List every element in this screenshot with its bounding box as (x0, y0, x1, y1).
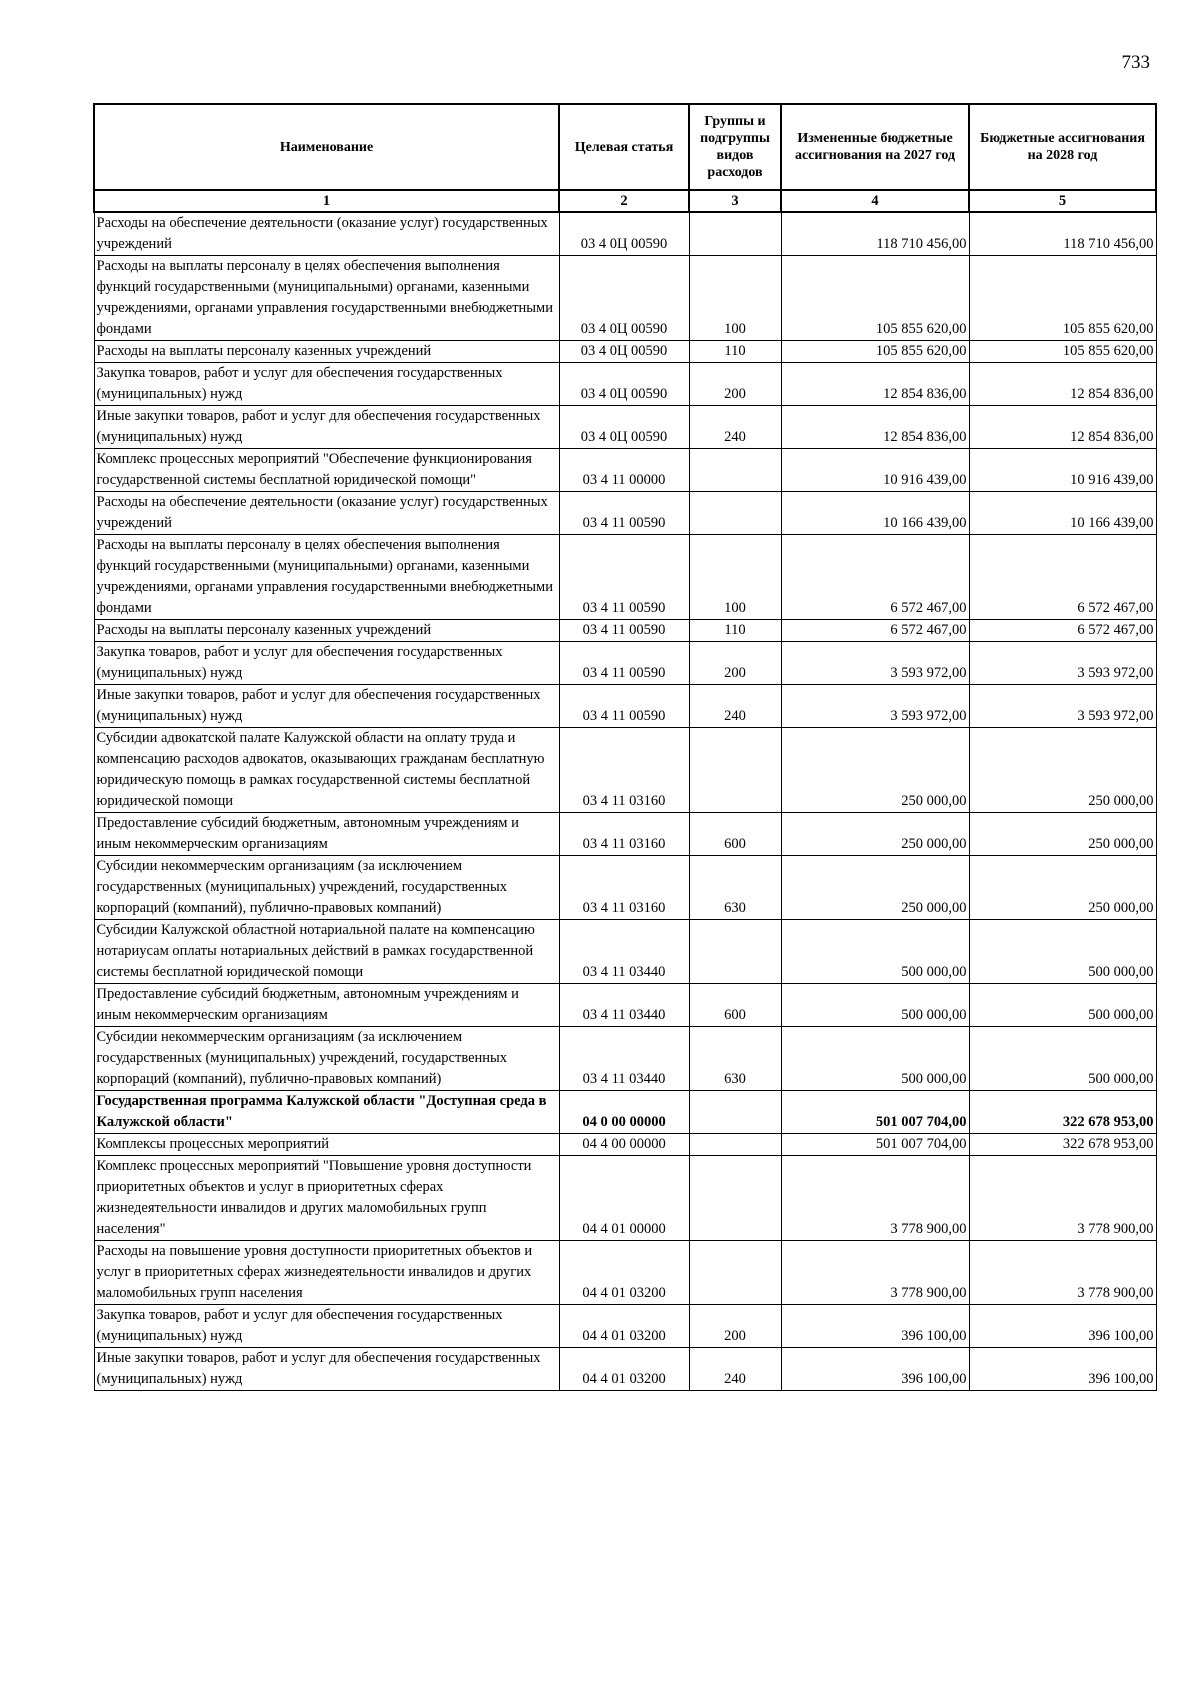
row-name: Комплекс процессных мероприятий "Повышение уровня доступности приоритетных объектов и услуг в приоритетных сферах жизнедеятельности инвалидов и других маломобильных групп населения" (94, 1156, 559, 1241)
row-amount-2028: 118 710 456,00 (969, 212, 1156, 256)
row-amount-2027: 250 000,00 (781, 813, 969, 856)
row-expense-group (689, 1156, 781, 1241)
table-row (94, 535, 1156, 620)
row-name: Расходы на выплаты персоналу казенных учреждений (94, 341, 559, 363)
row-target-code: 03 4 11 03160 (559, 728, 689, 813)
table-row (94, 1348, 1156, 1391)
row-name: Расходы на выплаты персоналу казенных учреждений (94, 620, 559, 642)
row-target-code: 03 4 11 00590 (559, 642, 689, 685)
row-expense-group: 600 (689, 984, 781, 1027)
row-amount-2027: 501 007 704,00 (781, 1091, 969, 1134)
table-row (94, 642, 1156, 685)
table-row (94, 984, 1156, 1027)
row-amount-2028: 105 855 620,00 (969, 256, 1156, 341)
header-amount-2028: Бюджетные ассигнования на 2028 год (969, 104, 1156, 190)
row-amount-2028: 500 000,00 (969, 1027, 1156, 1091)
row-name: Закупка товаров, работ и услуг для обеспечения государственных (муниципальных) нужд (94, 642, 559, 685)
column-number: 3 (689, 190, 781, 212)
table-row (94, 1241, 1156, 1305)
row-target-code: 04 4 01 00000 (559, 1156, 689, 1241)
table-row (94, 406, 1156, 449)
header-name: Наименование (94, 104, 559, 190)
row-name: Расходы на выплаты персоналу в целях обеспечения выполнения функций государственными (муниципальными) органами, казенными учреждениями, органами управления государственными внебюджетными фондами (94, 535, 559, 620)
table-row (94, 256, 1156, 341)
row-target-code: 03 4 11 00590 (559, 620, 689, 642)
row-expense-group: 110 (689, 341, 781, 363)
table-row (94, 492, 1156, 535)
row-name: Государственная программа Калужской области "Доступная среда в Калужской области" (94, 1091, 559, 1134)
row-expense-group: 200 (689, 642, 781, 685)
row-name: Расходы на повышение уровня доступности приоритетных объектов и услуг в приоритетных сферах жизнедеятельности инвалидов и других маломобильных групп населения (94, 1241, 559, 1305)
column-number: 4 (781, 190, 969, 212)
row-target-code: 04 4 01 03200 (559, 1348, 689, 1391)
row-amount-2028: 10 166 439,00 (969, 492, 1156, 535)
row-amount-2028: 396 100,00 (969, 1305, 1156, 1348)
header-target: Целевая статья (559, 104, 689, 190)
table-row (94, 813, 1156, 856)
row-target-code: 03 4 11 00590 (559, 685, 689, 728)
row-amount-2027: 250 000,00 (781, 728, 969, 813)
table-row (94, 920, 1156, 984)
row-expense-group: 200 (689, 363, 781, 406)
row-amount-2028: 6 572 467,00 (969, 620, 1156, 642)
row-amount-2028: 500 000,00 (969, 920, 1156, 984)
row-name: Закупка товаров, работ и услуг для обеспечения государственных (муниципальных) нужд (94, 363, 559, 406)
row-amount-2027: 6 572 467,00 (781, 620, 969, 642)
budget-table (93, 103, 1157, 1391)
row-target-code: 03 4 0Ц 00590 (559, 212, 689, 256)
table-row (94, 1091, 1156, 1134)
row-name: Комплексы процессных мероприятий (94, 1134, 559, 1156)
row-amount-2027: 396 100,00 (781, 1305, 969, 1348)
row-target-code: 03 4 11 00590 (559, 535, 689, 620)
row-amount-2027: 105 855 620,00 (781, 341, 969, 363)
row-target-code: 03 4 0Ц 00590 (559, 341, 689, 363)
row-amount-2028: 6 572 467,00 (969, 535, 1156, 620)
row-target-code: 03 4 0Ц 00590 (559, 406, 689, 449)
row-expense-group: 100 (689, 256, 781, 341)
row-name: Расходы на обеспечение деятельности (оказание услуг) государственных учреждений (94, 212, 559, 256)
row-amount-2028: 322 678 953,00 (969, 1091, 1156, 1134)
row-target-code: 03 4 11 03440 (559, 984, 689, 1027)
row-expense-group (689, 212, 781, 256)
column-number: 5 (969, 190, 1156, 212)
row-amount-2028: 3 593 972,00 (969, 642, 1156, 685)
row-target-code: 03 4 11 03440 (559, 1027, 689, 1091)
row-amount-2028: 105 855 620,00 (969, 341, 1156, 363)
row-amount-2027: 500 000,00 (781, 1027, 969, 1091)
row-expense-group (689, 920, 781, 984)
row-name: Субсидии некоммерческим организациям (за исключением государственных (муниципальных) учреждений, государственных корпораций (компаний), публично-правовых компаний) (94, 856, 559, 920)
table-row (94, 856, 1156, 920)
row-amount-2028: 322 678 953,00 (969, 1134, 1156, 1156)
header-group: Группы и подгруппы видов расходов (689, 104, 781, 190)
row-amount-2027: 3 778 900,00 (781, 1156, 969, 1241)
row-amount-2028: 3 778 900,00 (969, 1241, 1156, 1305)
row-expense-group: 240 (689, 685, 781, 728)
table-row (94, 363, 1156, 406)
row-target-code: 03 4 11 00590 (559, 492, 689, 535)
row-expense-group: 600 (689, 813, 781, 856)
row-expense-group (689, 449, 781, 492)
row-expense-group: 100 (689, 535, 781, 620)
row-target-code: 04 4 01 03200 (559, 1305, 689, 1348)
row-amount-2027: 12 854 836,00 (781, 406, 969, 449)
table-row (94, 728, 1156, 813)
row-target-code: 03 4 11 03440 (559, 920, 689, 984)
row-target-code: 03 4 0Ц 00590 (559, 363, 689, 406)
row-expense-group (689, 492, 781, 535)
row-name: Иные закупки товаров, работ и услуг для обеспечения государственных (муниципальных) нужд (94, 685, 559, 728)
row-amount-2027: 105 855 620,00 (781, 256, 969, 341)
table-row (94, 1027, 1156, 1091)
table-row (94, 1156, 1156, 1241)
table-row (94, 1305, 1156, 1348)
table-row (94, 212, 1156, 256)
row-name: Субсидии адвокатской палате Калужской области на оплату труда и компенсацию расходов адвокатов, оказывающих гражданам бесплатную юридическую помощь в рамках государственной системы бесплатной юридической помощи (94, 728, 559, 813)
row-target-code: 04 0 00 00000 (559, 1091, 689, 1134)
row-target-code: 03 4 11 03160 (559, 813, 689, 856)
row-target-code: 03 4 11 00000 (559, 449, 689, 492)
row-amount-2027: 12 854 836,00 (781, 363, 969, 406)
column-number: 1 (94, 190, 559, 212)
row-name: Расходы на выплаты персоналу в целях обеспечения выполнения функций государственными (муниципальными) органами, казенными учреждениями, органами управления государственными внебюджетными фондами (94, 256, 559, 341)
row-amount-2027: 500 000,00 (781, 984, 969, 1027)
row-name: Закупка товаров, работ и услуг для обеспечения государственных (муниципальных) нужд (94, 1305, 559, 1348)
row-target-code: 03 4 11 03160 (559, 856, 689, 920)
table-row (94, 341, 1156, 363)
row-target-code: 04 4 00 00000 (559, 1134, 689, 1156)
row-target-code: 03 4 0Ц 00590 (559, 256, 689, 341)
header-amount-2027: Измененные бюджетные ассигнования на 2027 год (781, 104, 969, 190)
row-amount-2027: 250 000,00 (781, 856, 969, 920)
row-expense-group: 240 (689, 1348, 781, 1391)
row-name: Субсидии некоммерческим организациям (за исключением государственных (муниципальных) учреждений, государственных корпораций (компаний), публично-правовых компаний) (94, 1027, 559, 1091)
row-name: Предоставление субсидий бюджетным, автономным учреждениям и иным некоммерческим организациям (94, 813, 559, 856)
column-number: 2 (559, 190, 689, 212)
row-amount-2027: 118 710 456,00 (781, 212, 969, 256)
row-expense-group (689, 1091, 781, 1134)
row-amount-2027: 6 572 467,00 (781, 535, 969, 620)
table-body (94, 212, 1156, 1391)
table-row (94, 620, 1156, 642)
row-name: Расходы на обеспечение деятельности (оказание услуг) государственных учреждений (94, 492, 559, 535)
row-amount-2027: 3 778 900,00 (781, 1241, 969, 1305)
row-amount-2028: 250 000,00 (969, 728, 1156, 813)
row-amount-2027: 3 593 972,00 (781, 685, 969, 728)
row-amount-2027: 501 007 704,00 (781, 1134, 969, 1156)
row-expense-group (689, 1134, 781, 1156)
header-row (94, 104, 1156, 190)
table-row (94, 1134, 1156, 1156)
page-number: 733 (1121, 52, 1150, 73)
row-amount-2028: 396 100,00 (969, 1348, 1156, 1391)
row-amount-2028: 12 854 836,00 (969, 406, 1156, 449)
row-amount-2027: 10 166 439,00 (781, 492, 969, 535)
row-target-code: 04 4 01 03200 (559, 1241, 689, 1305)
row-expense-group: 630 (689, 856, 781, 920)
row-expense-group (689, 728, 781, 813)
row-amount-2028: 500 000,00 (969, 984, 1156, 1027)
row-amount-2027: 500 000,00 (781, 920, 969, 984)
row-amount-2027: 10 916 439,00 (781, 449, 969, 492)
row-name: Комплекс процессных мероприятий "Обеспечение функционирования государственной системы бесплатной юридической помощи" (94, 449, 559, 492)
row-amount-2027: 396 100,00 (781, 1348, 969, 1391)
row-amount-2028: 250 000,00 (969, 813, 1156, 856)
table-row (94, 449, 1156, 492)
row-name: Иные закупки товаров, работ и услуг для обеспечения государственных (муниципальных) нужд (94, 1348, 559, 1391)
row-expense-group: 240 (689, 406, 781, 449)
table-row (94, 685, 1156, 728)
row-name: Предоставление субсидий бюджетным, автономным учреждениям и иным некоммерческим организациям (94, 984, 559, 1027)
row-amount-2027: 3 593 972,00 (781, 642, 969, 685)
row-expense-group: 200 (689, 1305, 781, 1348)
row-amount-2028: 3 593 972,00 (969, 685, 1156, 728)
row-expense-group: 630 (689, 1027, 781, 1091)
row-expense-group: 110 (689, 620, 781, 642)
row-amount-2028: 12 854 836,00 (969, 363, 1156, 406)
row-name: Иные закупки товаров, работ и услуг для обеспечения государственных (муниципальных) нужд (94, 406, 559, 449)
row-expense-group (689, 1241, 781, 1305)
row-amount-2028: 10 916 439,00 (969, 449, 1156, 492)
row-name: Субсидии Калужской областной нотариальной палате на компенсацию нотариусам оплаты нотариальных действий в рамках государственной системы бесплатной юридической помощи (94, 920, 559, 984)
row-amount-2028: 250 000,00 (969, 856, 1156, 920)
column-number-row (94, 190, 1156, 212)
row-amount-2028: 3 778 900,00 (969, 1156, 1156, 1241)
